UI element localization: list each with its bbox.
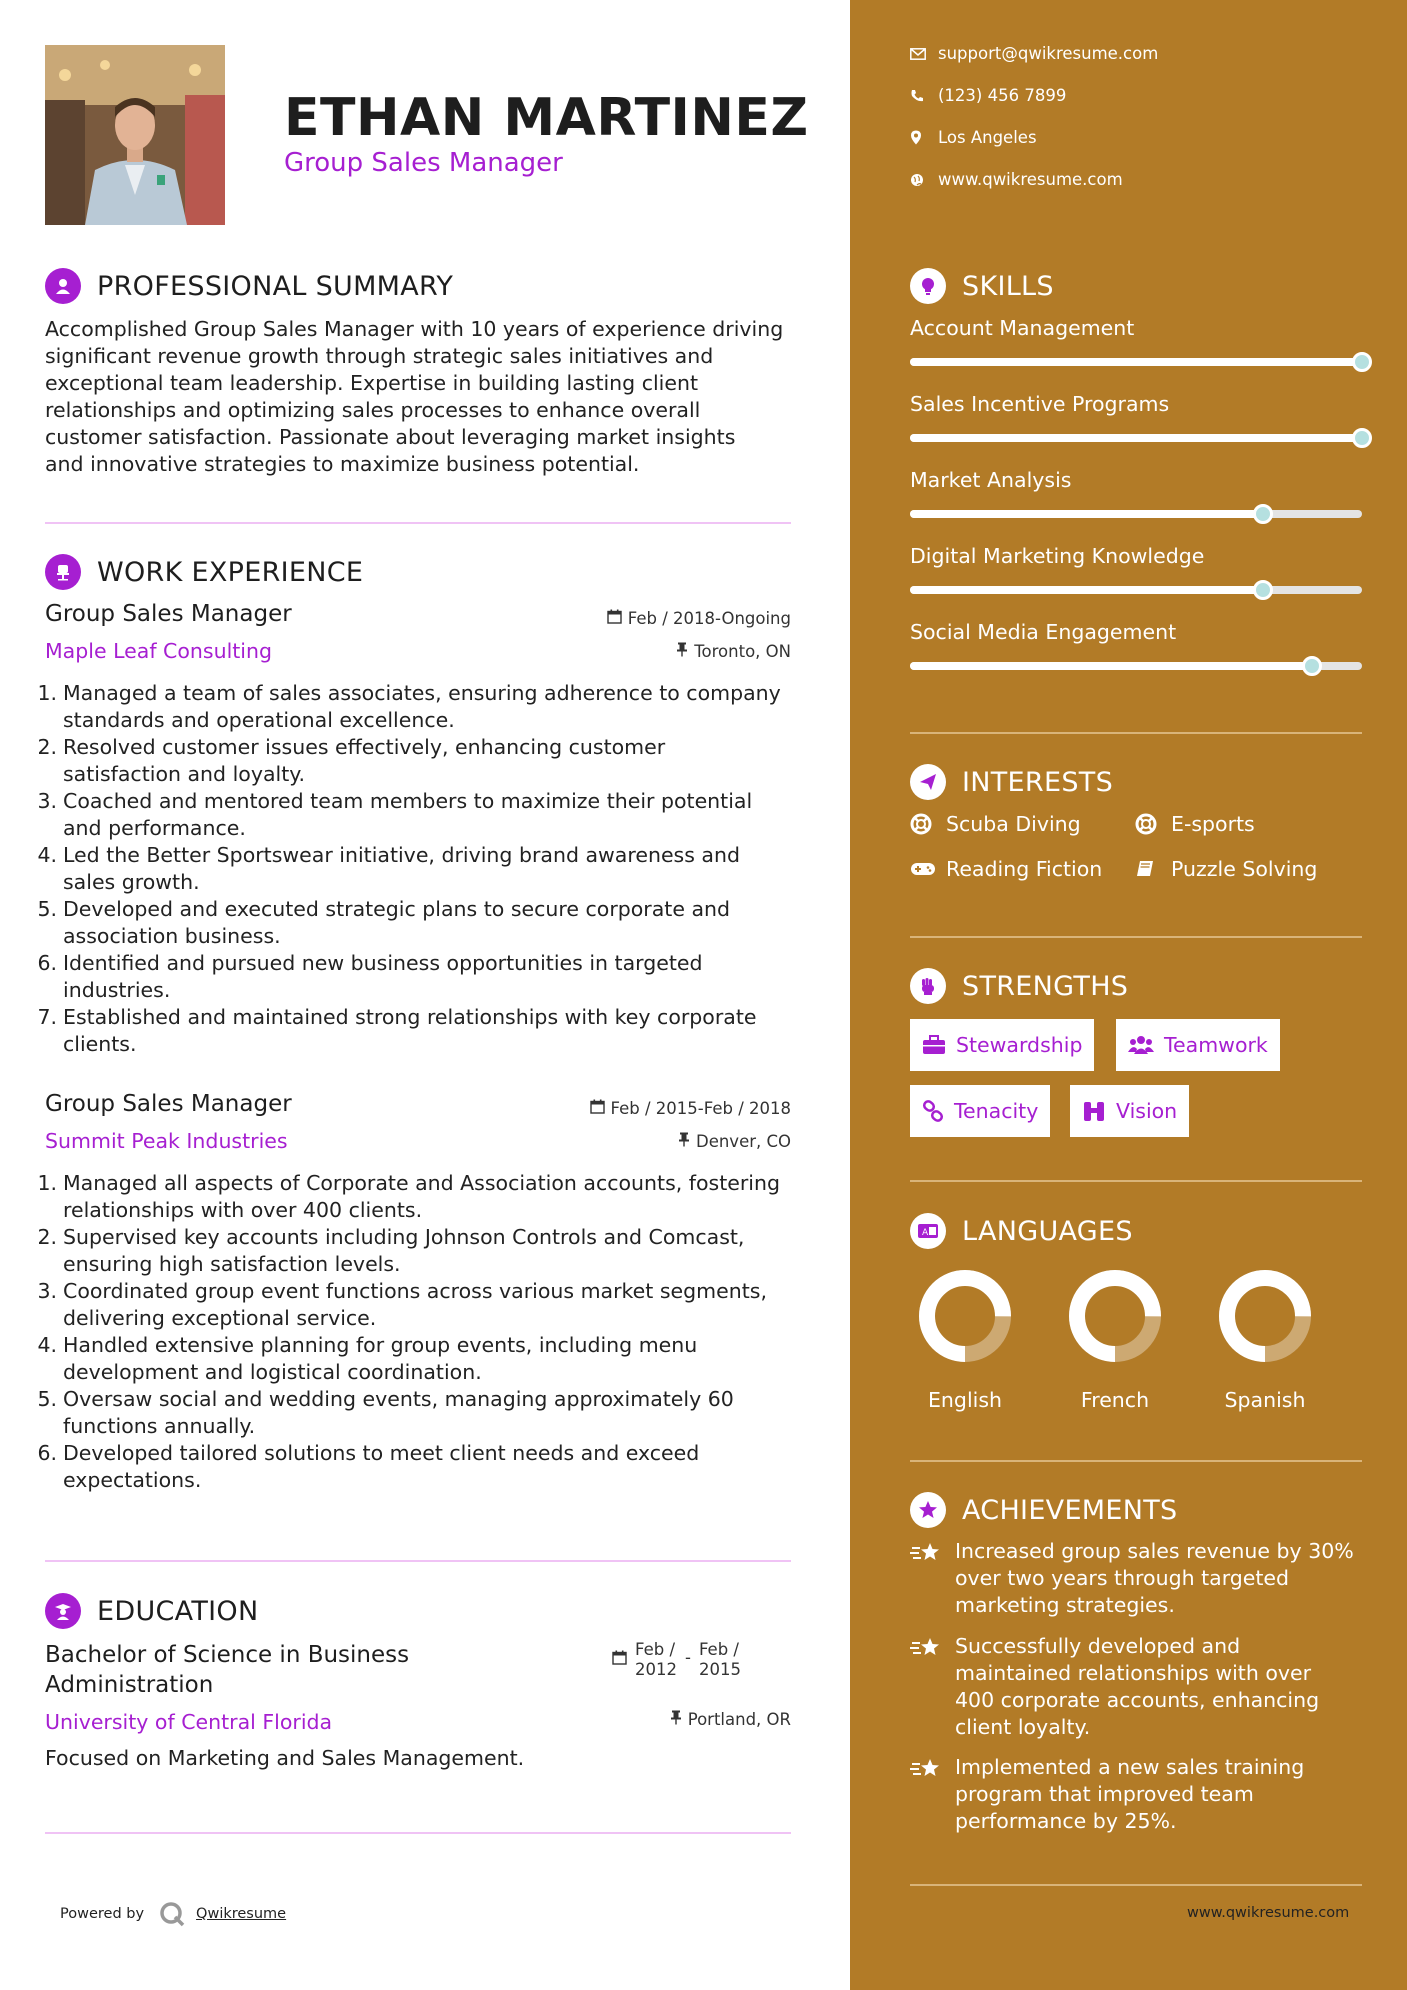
list-item: 3. Coached and mentored team members to maximize their potential and performance. <box>37 789 753 840</box>
list-item: 4. Led the Better Sportswear initiative, driving brand awareness and sales growth. <box>37 843 741 894</box>
job-dates <box>590 1099 791 1118</box>
skill-name: Account Management <box>910 316 1135 340</box>
interest-item <box>910 857 1102 881</box>
interest-item <box>910 812 1081 836</box>
section-divider <box>45 522 791 524</box>
lifebuoy-icon <box>910 813 946 835</box>
candidate-name: ETHAN MARTINEZ <box>284 88 809 148</box>
graduate-icon <box>45 1593 81 1629</box>
skill-bar-knob <box>1253 504 1273 524</box>
skill-bar-knob <box>1253 580 1273 600</box>
lightbulb-icon <box>910 268 946 304</box>
contact-location <box>910 128 1037 147</box>
footer-site-link[interactable]: www.qwikresume.com <box>1187 1905 1350 1921</box>
strengths-heading <box>910 968 1128 1004</box>
interests-title: INTERESTS <box>962 766 1114 798</box>
map-pin-icon <box>910 130 938 145</box>
language-name: English <box>927 1388 1003 1412</box>
strength-label: Teamwork <box>1164 1033 1268 1057</box>
calendar-icon <box>607 609 622 628</box>
experience-heading <box>45 554 363 590</box>
languages-heading <box>910 1213 1133 1249</box>
fist-icon <box>910 968 946 1004</box>
qwikresume-logo-icon <box>158 1900 186 1928</box>
skill-bar <box>910 358 1362 366</box>
summary-text <box>45 316 800 478</box>
pin-icon <box>670 1710 682 1729</box>
list-item: 6. Identified and pursued new business opportunities in targeted industries. <box>37 951 703 1002</box>
list-item: 1. Managed all aspects of Corporate and Association accounts, fostering relationships with over 400 clients. <box>37 1171 780 1222</box>
binoculars-icon <box>1082 1100 1106 1122</box>
summary-line: and innovative strategies to maximize business potential. <box>45 452 640 476</box>
interests-heading <box>910 764 1113 800</box>
calendar-icon <box>590 1099 605 1118</box>
language-item <box>910 1266 1020 1412</box>
edu-dash: - <box>685 1648 691 1667</box>
skill-bar-knob <box>1352 428 1372 448</box>
section-divider <box>910 732 1362 734</box>
strength-label: Tenacity <box>954 1099 1039 1123</box>
skills-heading <box>910 268 1054 304</box>
profile-photo <box>45 45 225 225</box>
job-title: Group Sales Manager <box>45 601 292 627</box>
job-duties <box>32 1170 802 1494</box>
interest-item <box>1135 857 1317 881</box>
globe-icon <box>910 173 938 187</box>
skill-bar <box>910 510 1362 518</box>
skill-bar-knob <box>1302 656 1322 676</box>
job-title: Group Sales Manager <box>45 1091 292 1117</box>
pin-icon <box>678 1132 690 1151</box>
contact-email <box>910 44 1158 63</box>
pin-icon <box>676 642 688 661</box>
achievement-item: Successfully developed and maintained relationships with over 400 corporate accounts, enhancing client loyalty. <box>910 1633 1370 1741</box>
job-company: Maple Leaf Consulting <box>45 639 273 663</box>
list-item: 4. Handled extensive planning for group events, including menu development and logistical coordination. <box>37 1333 698 1384</box>
summary-title: PROFESSIONAL SUMMARY <box>97 270 454 302</box>
job-company: Summit Peak Industries <box>45 1129 288 1153</box>
skill-bar <box>910 586 1362 594</box>
strength-badge <box>1116 1019 1280 1071</box>
job-location <box>678 1132 791 1151</box>
achievement-item: Increased group sales revenue by 30% over two years through targeted marketing strategies. <box>910 1538 1370 1619</box>
email-text[interactable]: support@qwikresume.com <box>938 44 1159 63</box>
shooting-star-icon <box>910 1633 955 1741</box>
link-icon <box>922 1100 944 1122</box>
section-divider <box>45 1832 791 1834</box>
skill-name: Market Analysis <box>910 468 1072 492</box>
language-donut <box>1210 1266 1320 1366</box>
chair-icon <box>45 554 81 590</box>
skills-title: SKILLS <box>962 270 1054 302</box>
edu-location-text: Portland, OR <box>687 1710 791 1729</box>
star-badge-icon <box>910 1492 946 1528</box>
edu-degree <box>45 1640 465 1700</box>
section-divider <box>910 936 1362 938</box>
list-item: 5. Oversaw social and wedding events, managing approximately 60 functions annually. <box>37 1387 734 1438</box>
skill-bar-fill <box>910 434 1362 442</box>
strength-label: Vision <box>1116 1099 1178 1123</box>
list-item: 2. Resolved customer issues effectively, enhancing customer satisfaction and loyalty. <box>37 735 666 786</box>
job-dates-text: Feb / 2018-Ongoing <box>627 609 791 628</box>
list-item: 3. Coordinated group event functions across various market segments, delivering exceptional service. <box>37 1279 767 1330</box>
briefcase-icon <box>922 1035 946 1055</box>
shooting-star-icon <box>910 1538 955 1619</box>
skill-bar <box>910 434 1362 442</box>
calendar-icon <box>612 1640 627 1680</box>
edu-location <box>670 1710 791 1729</box>
skill-bar-fill <box>910 662 1312 670</box>
skill-bar-fill <box>910 358 1362 366</box>
strength-badge <box>910 1085 1050 1137</box>
job-dates <box>607 609 791 628</box>
shooting-star-icon <box>910 1754 955 1835</box>
svg-text:A: A <box>922 1228 929 1238</box>
skill-name: Digital Marketing Knowledge <box>910 544 1205 568</box>
interest-label: E-sports <box>1171 812 1255 836</box>
lifebuoy-icon <box>1135 813 1171 835</box>
skill-bar-fill <box>910 510 1263 518</box>
strength-label: Stewardship <box>956 1033 1083 1057</box>
book-icon <box>1135 859 1171 879</box>
interest-label: Scuba Diving <box>946 812 1081 836</box>
experience-title: WORK EXPERIENCE <box>97 556 364 588</box>
list-item: 7. Established and maintained strong relationships with key corporate clients. <box>37 1005 757 1056</box>
summary-line: significant revenue growth through strategic sales initiatives and <box>45 344 714 368</box>
job-location-text: Toronto, ON <box>694 642 791 661</box>
job-location-text: Denver, CO <box>695 1132 791 1151</box>
strengths-title: STRENGTHS <box>962 970 1129 1002</box>
edu-start: Feb / 2012 <box>635 1640 677 1679</box>
job-dates-text: Feb / 2015-Feb / 2018 <box>610 1099 791 1118</box>
skill-name: Sales Incentive Programs <box>910 392 1170 416</box>
summary-line: customer satisfaction. Passionate about leveraging market insights <box>45 425 736 449</box>
job-duties <box>32 680 802 1058</box>
skill-bar <box>910 662 1362 670</box>
summary-line: exceptional team leadership. Expertise in building lasting client <box>45 371 699 395</box>
interest-item <box>1135 812 1255 836</box>
sidebar <box>850 0 1407 1990</box>
languages-title: LANGUAGES <box>962 1215 1133 1247</box>
list-item: 6. Developed tailored solutions to meet client needs and exceed expectations. <box>37 1441 700 1492</box>
paper-plane-icon <box>910 764 946 800</box>
contact-phone <box>910 86 1066 105</box>
education-title: EDUCATION <box>97 1595 259 1627</box>
list-item: 1. Managed a team of sales associates, ensuring adherence to company standards and operational excellence. <box>37 681 781 732</box>
summary-line: relationships and optimizing sales processes to enhance overall <box>45 398 701 422</box>
achievement-item: Implemented a new sales training program that improved team performance by 25%. <box>910 1754 1370 1835</box>
summary-line: Accomplished Group Sales Manager with 10 years of experience driving <box>45 317 784 341</box>
degree-line: Administration <box>45 1672 214 1698</box>
language-donut <box>1060 1266 1170 1366</box>
list-item: 2. Supervised key accounts including Johnson Controls and Comcast, ensuring high satisfaction levels. <box>37 1225 745 1276</box>
section-divider <box>910 1460 1362 1462</box>
interest-label: Puzzle Solving <box>1171 857 1318 881</box>
skill-bar-knob <box>1352 352 1372 372</box>
section-divider <box>910 1180 1362 1182</box>
phone-text[interactable]: (123) 456 7899 <box>938 86 1067 105</box>
candidate-role: Group Sales Manager <box>284 148 563 178</box>
language-donut <box>910 1266 1020 1366</box>
list-item: 5. Developed and executed strategic plans to secure corporate and association business. <box>37 897 731 948</box>
edu-dates <box>612 1640 741 1680</box>
language-name: Spanish <box>1224 1388 1306 1412</box>
language-name: French <box>1080 1388 1150 1412</box>
edu-school: University of Central Florida <box>45 1710 333 1734</box>
achievements-title: ACHIEVEMENTS <box>962 1494 1178 1526</box>
edu-end: Feb / 2015 <box>698 1640 741 1679</box>
summary-heading <box>45 268 453 304</box>
powered-by-label: Powered by <box>60 1906 145 1922</box>
contact-website <box>910 170 1123 189</box>
job-location <box>676 642 791 661</box>
language-item <box>1210 1266 1320 1412</box>
gamepad-icon <box>910 861 946 877</box>
envelope-icon <box>910 48 938 60</box>
section-divider <box>45 1560 791 1562</box>
user-icon <box>45 268 81 304</box>
website-link[interactable]: www.qwikresume.com <box>938 170 1123 189</box>
phone-icon <box>910 89 938 103</box>
qwikresume-link[interactable]: Qwikresume <box>196 1906 287 1922</box>
skill-bar-fill <box>910 586 1263 594</box>
translate-icon <box>910 1213 946 1249</box>
powered-by <box>60 1900 286 1928</box>
location-text: Los Angeles <box>938 128 1037 147</box>
language-item <box>1060 1266 1170 1412</box>
interest-label: Reading Fiction <box>946 857 1103 881</box>
achievements-heading <box>910 1492 1178 1528</box>
section-divider <box>910 1884 1362 1886</box>
education-heading <box>45 1593 258 1629</box>
edu-description: Focused on Marketing and Sales Management. <box>45 1746 525 1770</box>
degree-line: Bachelor of Science in Business <box>45 1642 410 1668</box>
skill-name: Social Media Engagement <box>910 620 1177 644</box>
strength-badge <box>910 1019 1094 1071</box>
strength-badge <box>1070 1085 1189 1137</box>
users-icon <box>1128 1035 1154 1055</box>
